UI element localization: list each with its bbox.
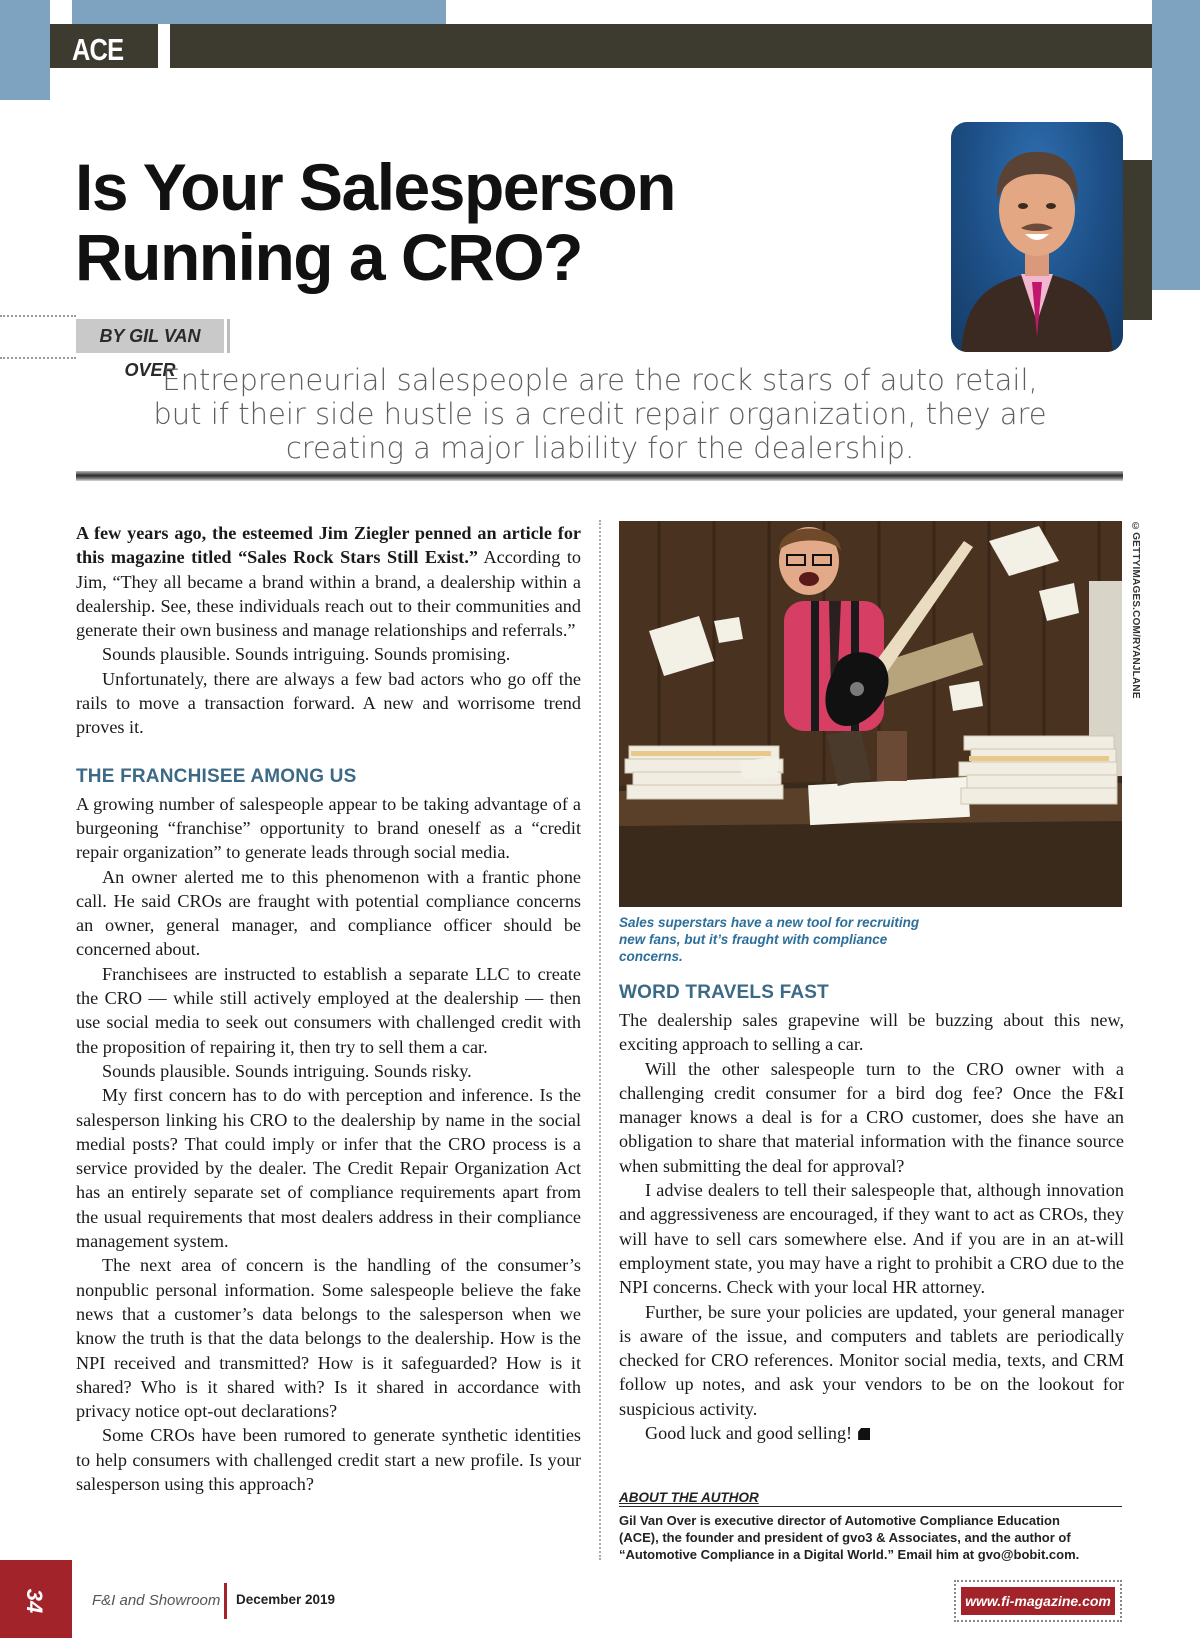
author-portrait-illustration [951, 122, 1123, 352]
body-paragraph: A growing number of salespeople appear to be taking advantage of a burgeoning “franchise” opportunity to brand oneself as a “credit repair organization” to generate leads through social media. [76, 793, 581, 863]
body-paragraph: My first concern has to do with perception and inference. Is the salesperson linking his CRO to the dealership by name in the social medial posts? That could imply or infer that the CRO process is a service provided by the dealer. The Credit Repair Organization Act has an entirely separate set of compliance requirements apart from the usual requirements that most dealers address in their compliance management system. [76, 1085, 581, 1252]
body-paragraph: Further, be sure your policies are updated, your general manager is aware of the issue, and computers and tablets are periodically checked for CRO references. Monitor social media, texts, and CRM follow up notes, and ask your vendors to be on the lookout for suspicious activity. [619, 1301, 1124, 1419]
footer-separator [224, 1583, 227, 1619]
photo-credit: ©GETTYIMAGES.COM/RYANJLANE [1130, 521, 1141, 699]
body-paragraph: Sounds plausible. Sounds intriguing. Sounds risky. [102, 1060, 472, 1081]
footer-publication: F&I and Showroom [92, 1592, 221, 1609]
section-label: ACE [72, 32, 124, 67]
intro-paragraph [76, 521, 581, 642]
headline-line-1: Is Your Salesperson [75, 150, 675, 224]
byline-dotted-rule [0, 315, 76, 359]
body-paragraph: Sounds plausible. Sounds intriguing. Sounds promising. [102, 644, 511, 665]
headline-line-2: Running a CRO? [75, 220, 582, 294]
section-heading-word-travels: WORD TRAVELS FAST [619, 982, 829, 1003]
footer-date: December 2019 [236, 1592, 336, 1607]
body-paragraph: An owner alerted me to this phenomenon with a frantic phone call. He said CROs are fraught with potential compliance concerns an owner, general manager, and compliance officer should be concerned about. [76, 866, 581, 960]
article-headline [75, 152, 895, 292]
about-author-title: ABOUT THE AUTHOR [619, 1489, 1122, 1507]
column-divider [599, 520, 601, 1560]
byline: BY GIL VAN OVER [76, 319, 227, 353]
author-portrait [951, 122, 1123, 352]
photo-caption: Sales superstars have a new tool for recruiting new fans, but it’s fraught with compliance concerns. [619, 915, 920, 964]
about-author-text: Gil Van Over is executive director of Automotive Compliance Education (ACE), the founder and president of gvo3 & Associates, and the author of “Automotive Compliance in a Digital World.” Email him at gvo@bobit.com. [619, 1513, 1080, 1562]
section-banner [50, 24, 1152, 68]
body-paragraph: Will the other salespeople turn to the CRO owner with a challenging credit consumer for a bird dog fee? Once the F&I manager knows a deal is for a CRO customer, does she have an obligation to share that material information with the finance source when submitting the deal for approval? [619, 1058, 1124, 1176]
intro-lead: A few years ago, the esteemed Jim Ziegler penned an article for this magazine titled “Sales Rock Stars Still Exist.” [76, 523, 581, 568]
rock-star-salesman-illustration [619, 521, 1122, 907]
intro-rest: According to Jim, “They all became a brand within a brand, a dealership within a dealership. See, these individuals reach out to their communities and generate their own business and manage relationships and referrals.” [76, 547, 581, 641]
section-heading-franchisee: THE FRANCHISEE AMONG US [76, 765, 357, 787]
footer-url-link[interactable]: www.fi-magazine.com [961, 1587, 1115, 1615]
body-paragraph: The next area of concern is the handling of the consumer’s nonpublic personal information. Some salespeople believe the fake news that a customer’s data belongs to the salesperson when we know the truth is that the data belongs to the dealership. How is the NPI received and transmitted? How is it safeguarded? How is it shared? Who is it shared with? Is it shared in accordance with privacy notice opt-out declarations? [76, 1255, 581, 1422]
decorative-top-left-block [0, 0, 50, 100]
decorative-right-strip [1152, 0, 1200, 290]
banner-divider [158, 24, 170, 68]
body-paragraph: Unfortunately, there are always a few bad actors who go off the rails to move a transaction forward. A new and worrisome trend proves it. [76, 668, 581, 738]
body-paragraph: Some CROs have been rumored to generate synthetic identities to help consumers with challenged credit start a new profile. Is your salesperson using this approach? [76, 1425, 581, 1494]
right-column [619, 981, 1124, 1445]
article-deck: Entrepreneurial salespeople are the rock stars of auto retail, but if their side hustle is a credit repair organization, they are creating a major liability for the dealership. [153, 363, 1047, 465]
closing-text: Good luck and good selling! [645, 1423, 853, 1444]
decorative-top-bar [72, 0, 446, 24]
deck-rule [76, 471, 1123, 481]
left-column [76, 521, 581, 1496]
article-photo [619, 521, 1122, 907]
body-paragraph: The dealership sales grapevine will be buzzing about this new, exciting approach to selling a car. [619, 1010, 1124, 1055]
body-paragraph: Franchisees are instructed to establish a separate LLC to create the CRO — while still actively employed at the dealership — then use social media to seek out consumers with challenged credit with the proposition of repairing it, then try to sell them a car. [76, 963, 581, 1057]
footer-url-box [954, 1580, 1122, 1622]
body-paragraph: I advise dealers to tell their salespeople that, although innovation and aggressiveness are encouraged, if they want to act as CROs, they will have to sell cars somewhere else. And if you are in an at-will employment state, you may have a right to prohibit a CRO due to the NPI concerns. Check with your local HR attorney. [619, 1180, 1124, 1298]
page-number: 34 [22, 1588, 48, 1614]
end-of-article-icon [858, 1428, 870, 1440]
closing-paragraph [619, 1421, 1124, 1445]
